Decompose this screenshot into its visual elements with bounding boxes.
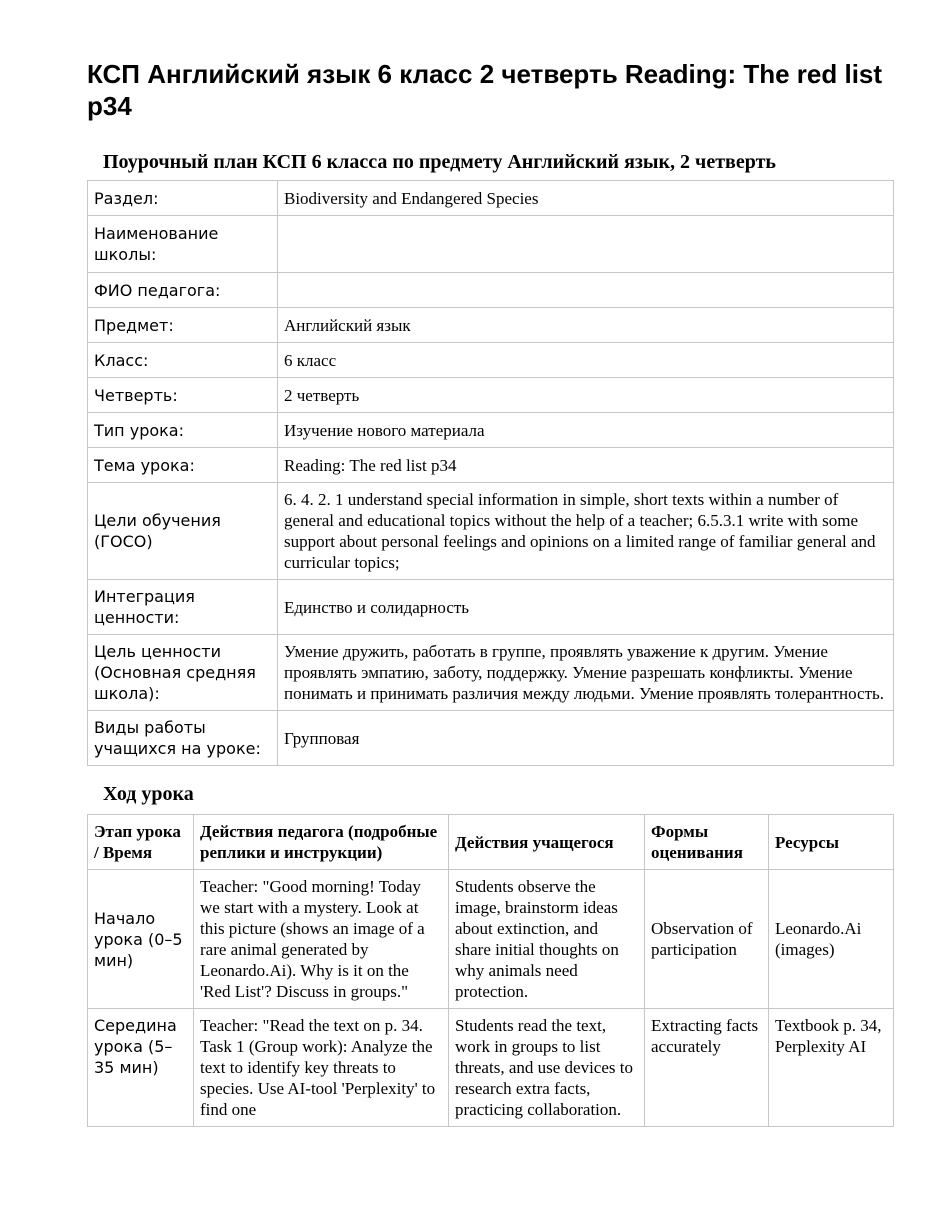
- info-row-value-integration: [88, 580, 894, 635]
- info-row-work-types: [88, 711, 894, 766]
- info-label: Тип урока:: [88, 413, 278, 448]
- info-label: Интеграция ценности:: [88, 580, 278, 635]
- plan-heading: Поурочный план КСП 6 класса по предмету Английский язык, 2 четверть: [103, 151, 776, 173]
- info-label: Наименование школы:: [88, 216, 278, 273]
- info-row-value-goal: [88, 635, 894, 711]
- student-actions: Students observe the image, brainstorm ideas about extinction, and share initial thoughts on why animals need protection.: [449, 870, 645, 1009]
- info-value: Reading: The red list p34: [278, 448, 894, 483]
- info-value: Групповая: [278, 711, 894, 766]
- info-label: Цели обучения (ГОСО): [88, 483, 278, 580]
- lesson-stage: Середина урока (5–35 мин): [88, 1009, 194, 1127]
- student-actions: Students read the text, work in groups to list threats, and use devices to research extra facts, practicing collaboration.: [449, 1009, 645, 1127]
- lesson-stage: Начало урока (0–5 мин): [88, 870, 194, 1009]
- info-value: 2 четверть: [278, 378, 894, 413]
- column-header-resources: Ресурсы: [769, 815, 894, 870]
- info-row-grade: [88, 343, 894, 378]
- info-label: Виды работы учащихся на уроке:: [88, 711, 278, 766]
- progress-heading: Ход урока: [103, 783, 194, 805]
- info-value: Biodiversity and Endangered Species: [278, 181, 894, 216]
- info-value: [278, 273, 894, 308]
- info-row-teacher: [88, 273, 894, 308]
- info-row-lesson-type: [88, 413, 894, 448]
- lesson-info-table: [87, 180, 894, 766]
- info-row-school: [88, 216, 894, 273]
- info-row-subject: [88, 308, 894, 343]
- lesson-header-row: [88, 815, 894, 870]
- info-label: Раздел:: [88, 181, 278, 216]
- info-value: Единство и солидарность: [278, 580, 894, 635]
- info-value: Умение дружить, работать в группе, проявлять уважение к другим. Умение проявлять эмпатию, заботу, поддержку. Умение разрешать конфликты. Умение понимать и принимать различия между людьми. Умение проявлять толерантность.: [278, 635, 894, 711]
- column-header-teacher: Действия педагога (подробные реплики и инструкции): [194, 815, 449, 870]
- info-row-learning-objectives: [88, 483, 894, 580]
- info-label: Цель ценности (Основная средняя школа):: [88, 635, 278, 711]
- info-value: [278, 216, 894, 273]
- info-label: Тема урока:: [88, 448, 278, 483]
- lesson-row-start: [88, 870, 894, 1009]
- resources: Leonardo.Ai (images): [769, 870, 894, 1009]
- info-value: 6. 4. 2. 1 understand special information in simple, short texts within a number of general and educational topics without the help of a teacher; 6.5.3.1 write with some support about personal feelings and opinions on a limited range of familiar general and curricular topics;: [278, 483, 894, 580]
- info-row-quarter: [88, 378, 894, 413]
- info-label: Четверть:: [88, 378, 278, 413]
- document-page: [87, 58, 893, 1127]
- column-header-assessment: Формы оценивания: [645, 815, 769, 870]
- assessment-form: Observation of participation: [645, 870, 769, 1009]
- column-header-stage: Этап урока / Время: [88, 815, 194, 870]
- column-header-student: Действия учащегося: [449, 815, 645, 870]
- info-row-section: [88, 181, 894, 216]
- lesson-progress-table: [87, 814, 894, 1127]
- info-value: 6 класс: [278, 343, 894, 378]
- document-title: КСП Английский язык 6 класс 2 четверть Reading: The red list p34: [87, 59, 883, 121]
- info-value: Изучение нового материала: [278, 413, 894, 448]
- lesson-row-middle: [88, 1009, 894, 1127]
- info-label: Предмет:: [88, 308, 278, 343]
- info-row-lesson-topic: [88, 448, 894, 483]
- assessment-form: Extracting facts accurately: [645, 1009, 769, 1127]
- teacher-actions: Teacher: "Read the text on p. 34. Task 1 (Group work): Analyze the text to identify key threats to species. Use AI-tool 'Perplexity' to find one: [194, 1009, 449, 1127]
- teacher-actions: Teacher: "Good morning! Today we start with a mystery. Look at this picture (shows an image of a rare animal generated by Leonardo.Ai). Why is it on the 'Red List'? Discuss in groups.": [194, 870, 449, 1009]
- info-label: ФИО педагога:: [88, 273, 278, 308]
- info-label: Класс:: [88, 343, 278, 378]
- info-value: Английский язык: [278, 308, 894, 343]
- resources: Textbook p. 34, Perplexity AI: [769, 1009, 894, 1127]
